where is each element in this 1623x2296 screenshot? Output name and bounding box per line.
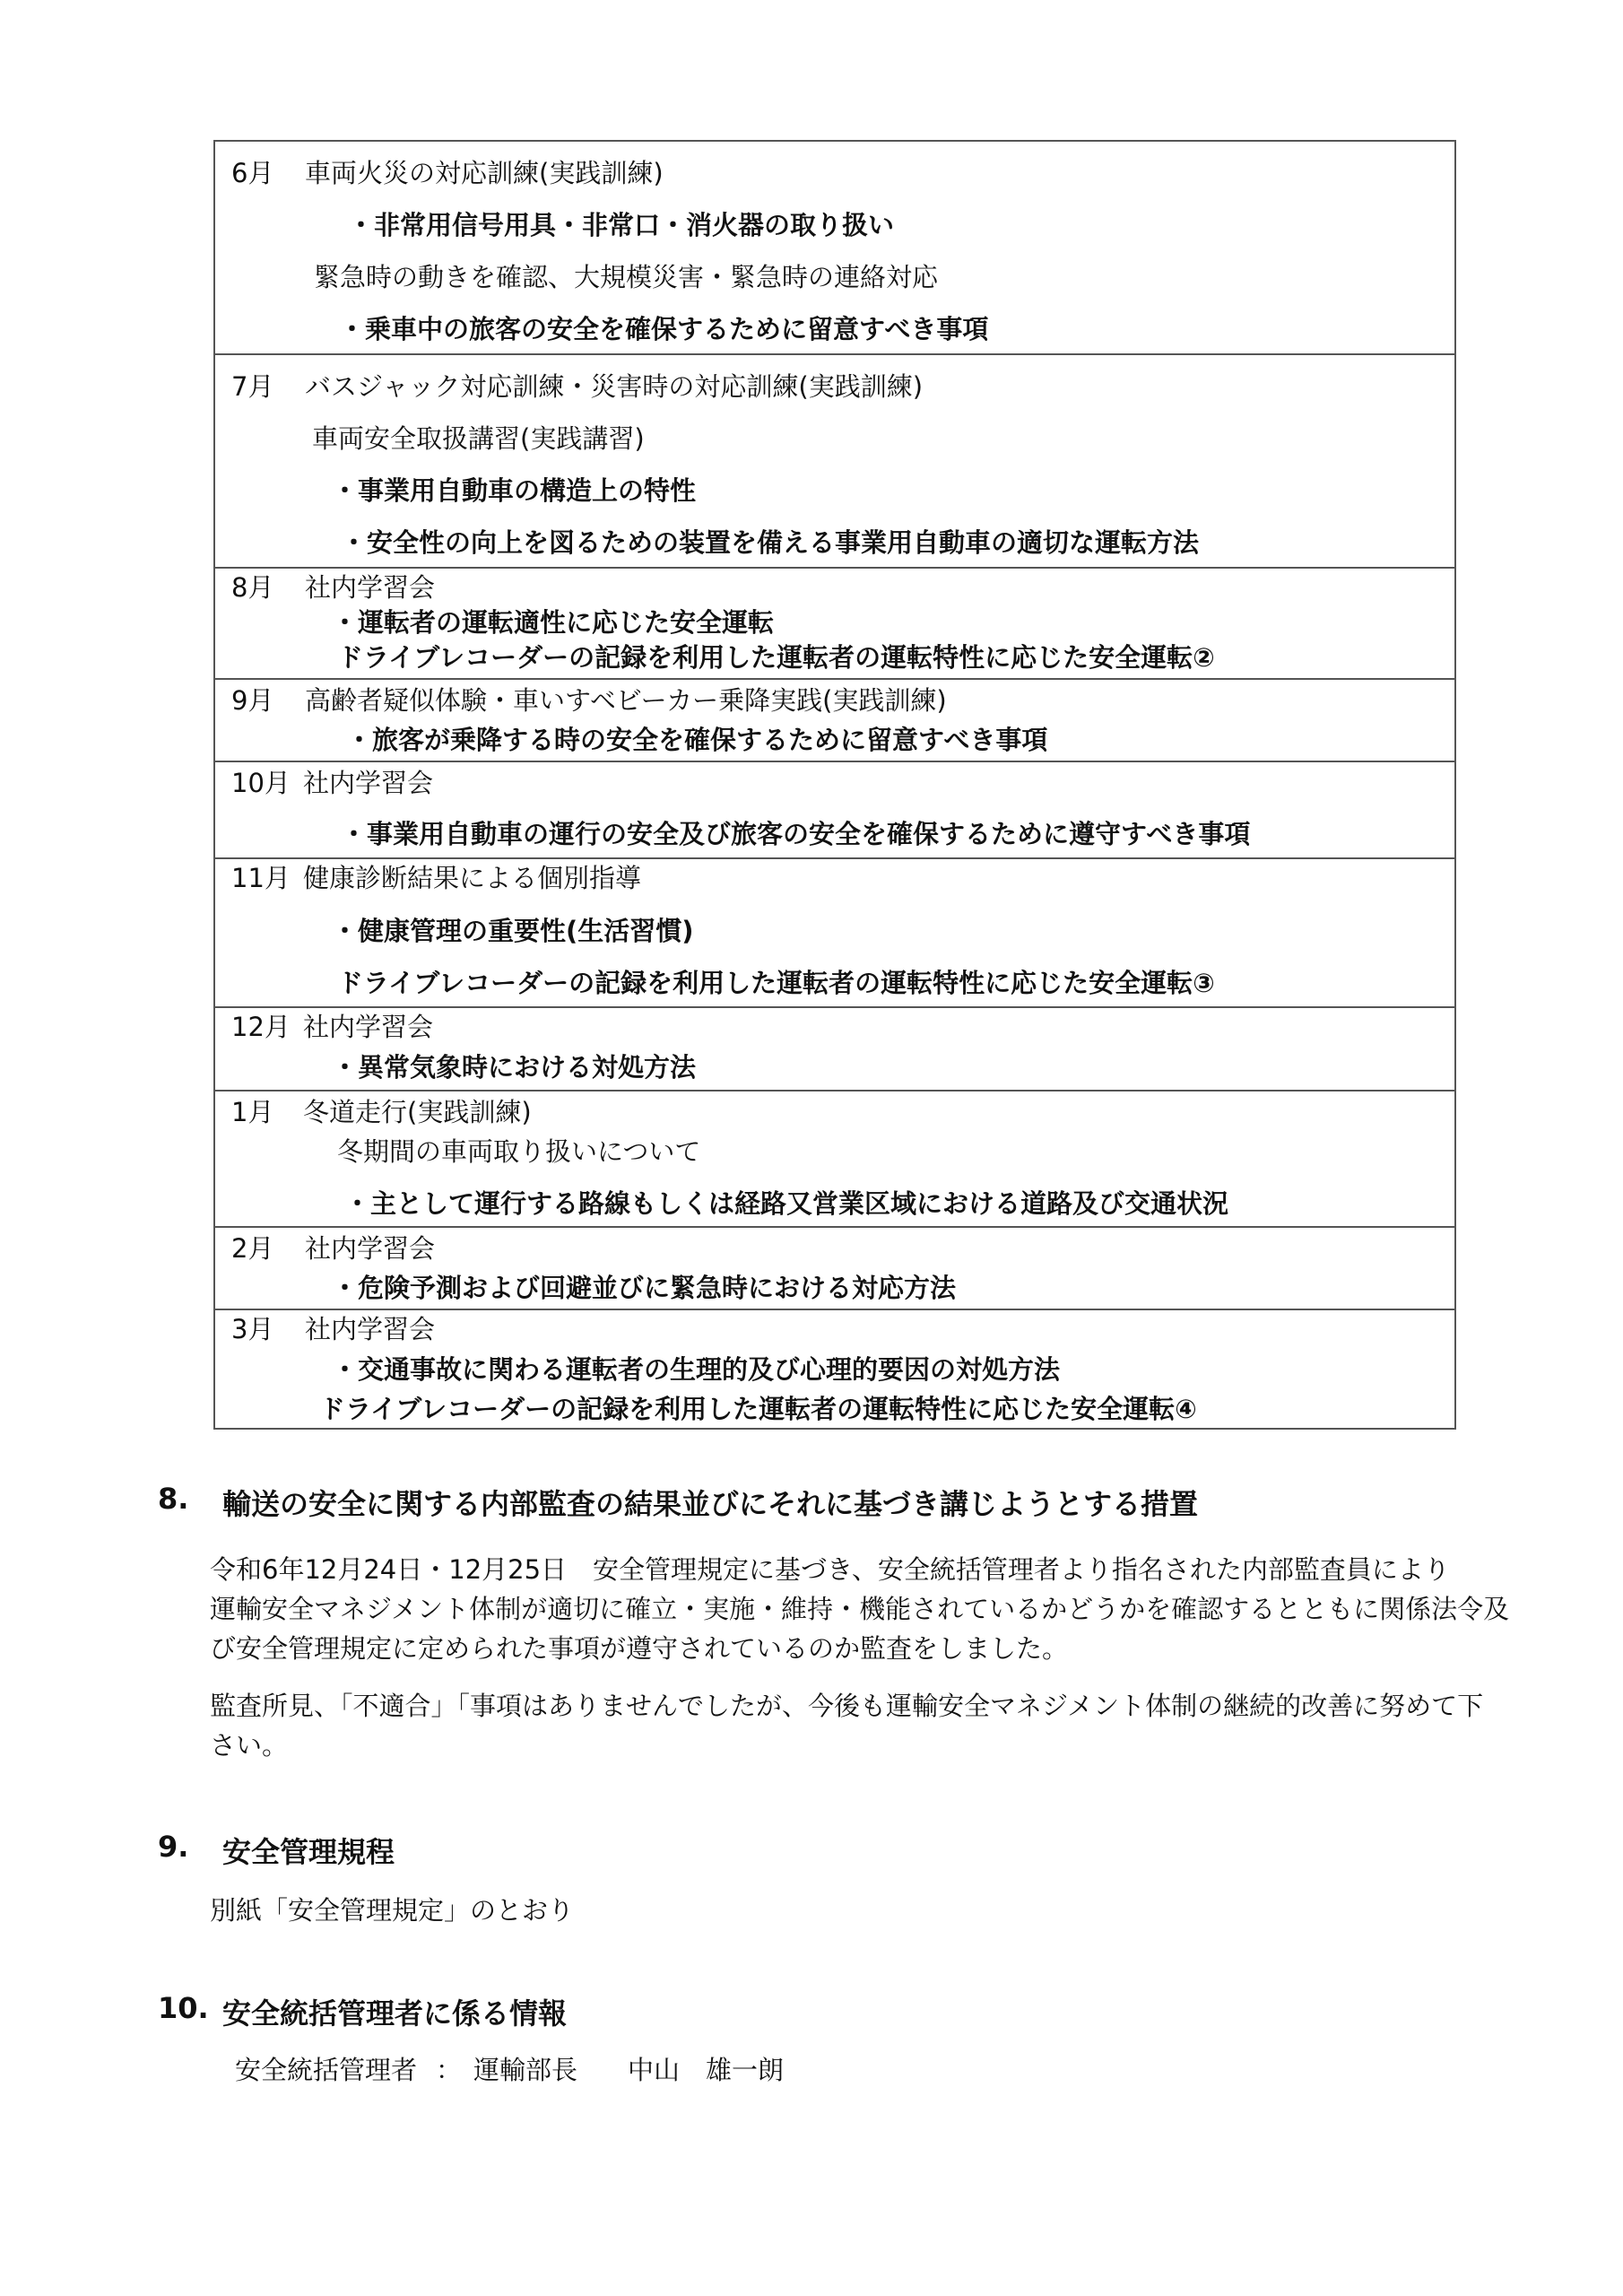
row-item: 車両安全取扱講習(実践講習) xyxy=(312,423,645,454)
row-item: ドライブレコーダーの記録を利用した運転者の運転特性に応じた安全運転③ xyxy=(337,968,1215,998)
section-title: 輸送の安全に関する内部監査の結果並びにそれに基づき講じようとする措置 xyxy=(222,1487,1199,1521)
table-row xyxy=(215,1091,1454,1228)
section-number: 9. xyxy=(158,1830,189,1864)
section-paragraph-line: 運輸安全マネジメント体制が適切に確立・実施・維持・機能されているかどうかを確認するとともに関係法令及 xyxy=(210,1594,1510,1624)
table-row xyxy=(215,1228,1454,1310)
row-title: バスジャック対応訓練・災害時の対応訓練(実践訓練) xyxy=(305,371,924,402)
row-title: 社内学習会 xyxy=(305,1314,436,1344)
section-number: 8. xyxy=(158,1482,189,1516)
row-title: 健康診断結果による個別指導 xyxy=(303,863,642,893)
table-row xyxy=(215,142,1454,355)
row-month: 11月 xyxy=(231,863,291,893)
row-month: 10月 xyxy=(231,768,291,798)
row-month: 7月 xyxy=(231,371,274,402)
table-row xyxy=(215,1008,1454,1091)
section-title: 安全管理規程 xyxy=(222,1835,395,1869)
section-body: 別紙「安全管理規定」のとおり xyxy=(210,1895,575,1926)
manager-position: 運輸部長 xyxy=(473,2055,578,2085)
row-item: ドライブレコーダーの記録を利用した運転者の運転特性に応じた安全運転② xyxy=(337,642,1215,673)
table-row xyxy=(215,859,1454,1008)
row-title: 社内学習会 xyxy=(303,1012,434,1042)
row-item: ・非常用信号用具・非常口・消火器の取り扱い xyxy=(348,210,895,240)
section-number: 10. xyxy=(158,1991,209,2025)
row-title: 社内学習会 xyxy=(303,768,434,798)
table-row xyxy=(215,355,1454,569)
row-title: 車両火災の対応訓練(実践訓練) xyxy=(305,158,664,188)
manager-name: 中山 雄一朗 xyxy=(628,2055,785,2085)
row-title: 高齢者疑似体験・車いすベビーカー乗降実践(実践訓練) xyxy=(305,685,947,716)
row-item: ・異常気象時における対処方法 xyxy=(332,1052,697,1083)
row-item: ・事業用自動車の運行の安全及び旅客の安全を確保するために遵守すべき事項 xyxy=(341,819,1251,849)
row-title: 社内学習会 xyxy=(305,1233,436,1264)
row-title: 社内学習会 xyxy=(305,572,436,603)
row-item: ・安全性の向上を図るための装置を備える事業用自動車の適切な運転方法 xyxy=(341,527,1200,558)
row-month: 9月 xyxy=(231,685,274,716)
training-schedule-table xyxy=(213,140,1456,1430)
section-title: 安全統括管理者に係る情報 xyxy=(222,1996,568,2031)
row-item: ・危険予測および回避並びに緊急時における対応方法 xyxy=(332,1273,957,1303)
table-row xyxy=(215,762,1454,859)
manager-colon: ： xyxy=(436,2055,463,2085)
row-item: ・運転者の運転適性に応じた安全運転 xyxy=(332,607,775,638)
manager-label: 安全統括管理者 xyxy=(235,2055,418,2085)
table-row xyxy=(215,569,1454,680)
row-month: 12月 xyxy=(231,1012,291,1042)
row-month: 2月 xyxy=(231,1233,274,1264)
row-item: ・旅客が乗降する時の安全を確保するために留意すべき事項 xyxy=(346,725,1048,755)
section-paragraph-line: 令和6年12月24日・12月25日 安全管理規定に基づき、安全統括管理者より指名された内部監査員により xyxy=(210,1554,1450,1585)
row-item: ・事業用自動車の構造上の特性 xyxy=(332,475,697,506)
row-item: ・主として運行する路線もしくは経路又営業区域における道路及び交通状況 xyxy=(344,1188,1229,1219)
row-title: 冬道走行(実践訓練) xyxy=(303,1097,532,1127)
table-row xyxy=(215,1310,1454,1428)
section-paragraph-line: さい。 xyxy=(210,1730,289,1761)
row-item: ・健康管理の重要性(生活習慣) xyxy=(332,916,694,946)
row-item: ・乗車中の旅客の安全を確保するために留意すべき事項 xyxy=(339,314,989,344)
row-item: 冬期間の車両取り扱いについて xyxy=(337,1136,701,1167)
section-paragraph-line: 監査所見、「不適合」「事項はありませんでしたが、今後も運輸安全マネジメント体制の継続的改善に努めて下 xyxy=(210,1691,1484,1721)
table-row xyxy=(215,680,1454,762)
row-month: 6月 xyxy=(231,158,274,188)
row-item: ドライブレコーダーの記録を利用した運転者の運転特性に応じた安全運転④ xyxy=(319,1394,1197,1424)
row-month: 1月 xyxy=(231,1097,274,1127)
row-item: ・交通事故に関わる運転者の生理的及び心理的要因の対処方法 xyxy=(332,1354,1061,1385)
row-item: 緊急時の動きを確認、大規模災害・緊急時の連絡対応 xyxy=(314,262,939,292)
row-month: 8月 xyxy=(231,572,274,603)
row-month: 3月 xyxy=(231,1314,274,1344)
section-paragraph-line: び安全管理規定に定められた事項が遵守されているのか監査をしました。 xyxy=(210,1633,1069,1664)
